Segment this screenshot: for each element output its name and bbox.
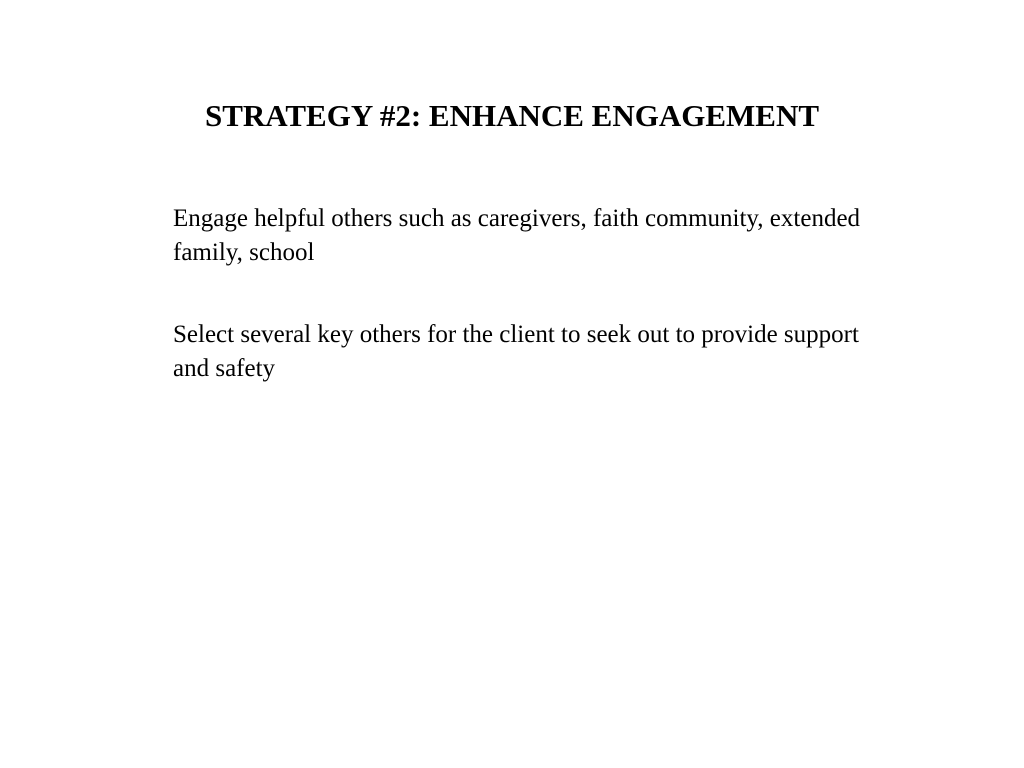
body-paragraph-select: Select several key others for the client to seek out to provide support and safety [173, 321, 859, 382]
body-paragraph-engage: Engage helpful others such as caregivers, faith community, extended family, school [173, 205, 861, 266]
slide-title: STRATEGY #2: ENHANCE ENGAGEMENT [204, 98, 820, 133]
slide-body [173, 202, 893, 434]
